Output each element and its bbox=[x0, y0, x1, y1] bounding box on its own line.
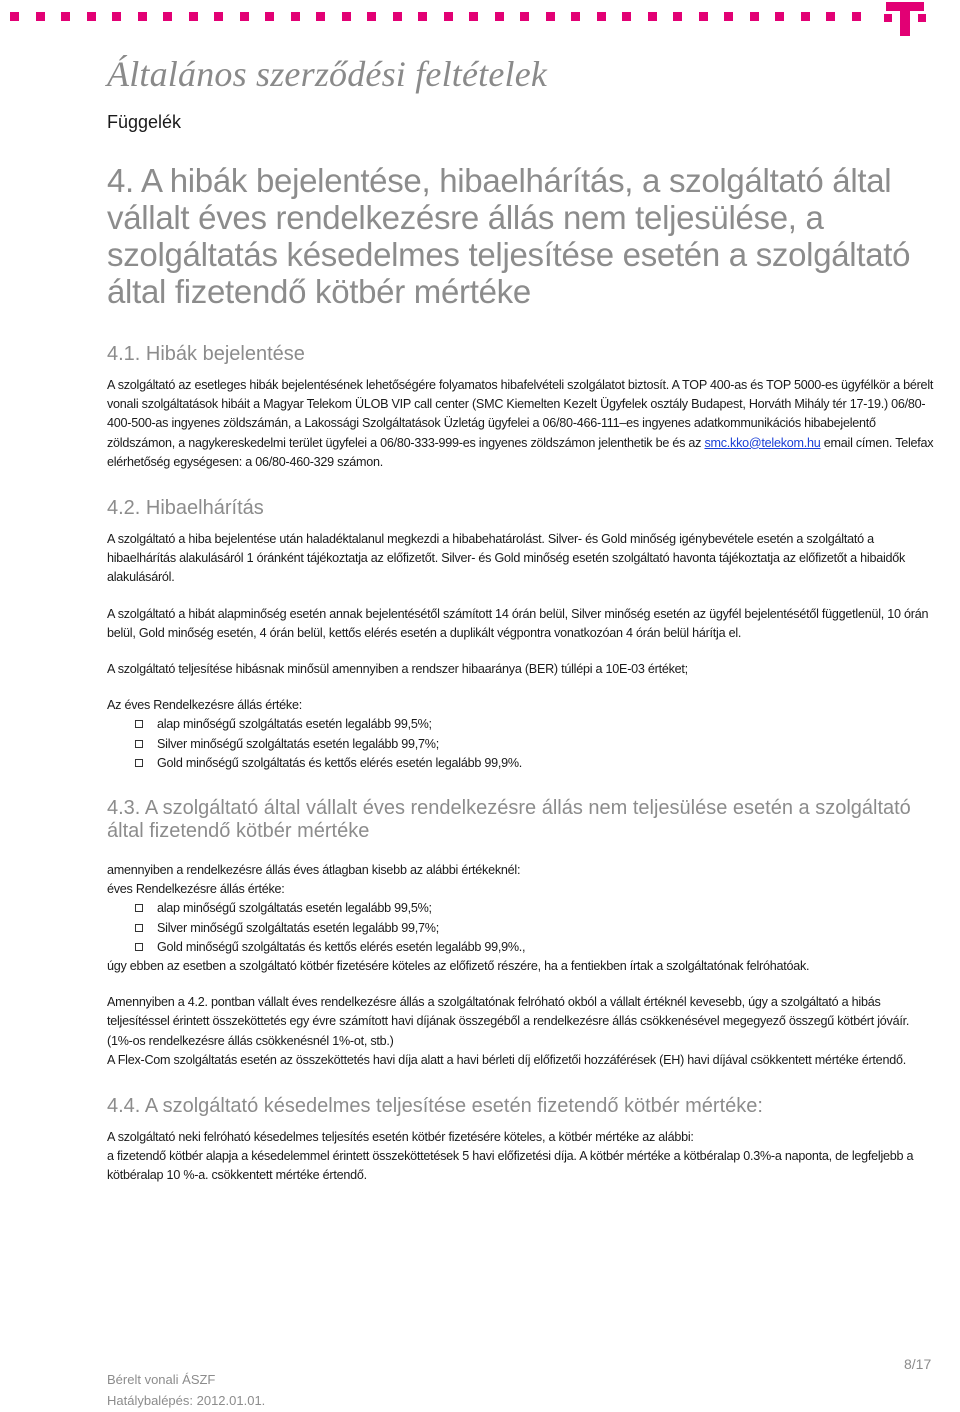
list-item: Gold minőségű szolgáltatás és kettős elérés esetén legalább 99,9%., bbox=[135, 938, 937, 957]
paragraph: A Flex-Com szolgáltatás esetén az összeköttetés havi díja alatt a havi bérleti díj előfizetői hozzáférések (EH) havi díjával csökkentett mértéke értendő. bbox=[107, 1052, 906, 1067]
paragraph: a fizetendő kötbér alapja a késedelemmel érintett összeköttetések 5 havi előfizetési díja. A kötbér mértéke a kötbéralap 0.3%-a naponta, de legfeljebb a kötbéralap 10 %-a. csökkentett mértéke értendő. bbox=[107, 1149, 914, 1183]
brand-dot bbox=[826, 12, 835, 21]
brand-dot bbox=[393, 12, 402, 21]
subsection-heading-4-1: 4.1. Hibák bejelentése bbox=[107, 343, 305, 365]
brand-dot bbox=[673, 12, 682, 21]
paragraph: A szolgáltató az esetleges hibák bejelentésének lehetőségére folyamatos hibafelvételi szolgálatot biztosít. A TOP 400-as és TOP 5000-es ügyfélkör a bérelt vonali szolgáltatások hibáit a Magyar Telekom ÜLOB VIP call center (SMC Kiemelten Kezelt Ügyfelek osztály Budapest, Horváth Mihály tér 17-19.) 06/80-400-500-as ingyenes zöldszámán, a Lakossági Szolgáltatások Üzletág ügyfelei a 06/80-466-111–es ingyenes adatkommunikációs hibabejelentő zöldszámon, a nagykereskedelmi terület ügyfelei a 06/80-333-999-es ingyenes zöldszámon jelenthetik be és az smc.kko@telekom.hu email címen. Telefax elérhetőség egységesen: a 06/80-460-329 számon. bbox=[107, 378, 934, 469]
brand-dot bbox=[597, 12, 606, 21]
subsection-heading-4-2: 4.2. Hibaelhárítás bbox=[107, 497, 264, 520]
page-title: Általános szerződési feltételek bbox=[107, 54, 548, 94]
brand-dot bbox=[444, 12, 453, 21]
availability-list bbox=[107, 715, 937, 773]
section-heading: 4. A hibák bejelentése, hibaelhárítás, a szolgáltató által vállalt éves rendelkezésre állás nem teljesülése, a szolgáltatás késedelmes teljesítése esetén a szolgáltató által fizetendő kötbér mértéke bbox=[107, 162, 911, 310]
brand-dot bbox=[622, 12, 631, 21]
brand-dot bbox=[10, 12, 19, 21]
brand-dot bbox=[265, 12, 274, 21]
list-item: Gold minőségű szolgáltatás és kettős elérés esetén legalább 99,9%. bbox=[135, 754, 937, 773]
list-item: Silver minőségű szolgáltatás esetén legalább 99,7%; bbox=[135, 919, 937, 938]
brand-dot bbox=[724, 12, 733, 21]
checkbox-bullet-icon bbox=[135, 759, 143, 767]
brand-dot bbox=[801, 12, 810, 21]
brand-dot bbox=[163, 12, 172, 21]
telekom-t-logo-icon bbox=[880, 0, 930, 40]
brand-dot bbox=[189, 12, 198, 21]
email-link[interactable]: smc.kko@telekom.hu bbox=[704, 435, 821, 450]
checkbox-bullet-icon bbox=[135, 943, 143, 951]
list-item: Silver minőségű szolgáltatás esetén legalább 99,7%; bbox=[135, 735, 937, 754]
list-item: alap minőségű szolgáltatás esetén legalább 99,5%; bbox=[135, 715, 937, 734]
brand-dot bbox=[699, 12, 708, 21]
document-body bbox=[107, 162, 937, 1186]
page-number: 8/17 bbox=[904, 1356, 932, 1372]
brand-dot bbox=[852, 12, 861, 21]
paragraph: A szolgáltató a hibát alapminőség esetén annak bejelentésétől számított 14 órán belül, Silver minőség esetén az ügyfél bejelentésétől függetlenül, 10 órán belül, Gold minőség esetén, 4 órán belül, kettős elérés esetén a duplikált végpontra vonatkozóan 4 órán belül hárítja el. bbox=[107, 606, 929, 640]
brand-dot bbox=[316, 12, 325, 21]
brand-dot bbox=[775, 12, 784, 21]
brand-dot bbox=[571, 12, 580, 21]
brand-dot bbox=[342, 12, 351, 21]
brand-dot bbox=[469, 12, 478, 21]
paragraph: A szolgáltató neki felróható késedelmes teljesítés esetén kötbér fizetésére köteles, a kötbér mértéke az alábbi: bbox=[107, 1130, 694, 1145]
brand-dot bbox=[138, 12, 147, 21]
brand-dot bbox=[112, 12, 121, 21]
paragraph: A szolgáltató teljesítése hibásnak minősül amennyiben a rendszer hibaaránya (BER) túllépi a 10E-03 értéket; bbox=[107, 662, 688, 677]
brand-dot bbox=[648, 12, 657, 21]
brand-dot bbox=[520, 12, 529, 21]
brand-dot bbox=[61, 12, 70, 21]
page-subtitle: Függelék bbox=[107, 112, 182, 132]
list-intro: Az éves Rendelkezésre állás értéke: bbox=[107, 698, 302, 713]
paragraph: A szolgáltató a hiba bejelentése után haladéktalanul megkezdi a hibabehatárolást. Silver- és Gold minőség igénybevétele esetén a szolgáltató a hibaelhárítás alakulásáról 1 óránként tájékoztatja az előfizetőt. Silver- és Gold minőség esetén szolgáltató havonta tájékoztatja az előfizetőt a hibaidők alakulásáról. bbox=[107, 532, 906, 585]
brand-dot bbox=[418, 12, 427, 21]
availability-list bbox=[107, 899, 937, 957]
brand-dot bbox=[36, 12, 45, 21]
brand-dot bbox=[291, 12, 300, 21]
list-item: alap minőségű szolgáltatás esetén legalább 99,5%; bbox=[135, 899, 937, 918]
footer-effective-date: Hatálybalépés: 2012.01.01. bbox=[107, 1393, 266, 1408]
brand-dot bbox=[367, 12, 376, 21]
paragraph: úgy ebben az esetben a szolgáltató kötbér fizetésére köteles az előfizető részére, ha a fentiekben írtak a szolgáltatónak felróhatóak. bbox=[107, 959, 810, 974]
brand-dot bbox=[87, 12, 96, 21]
subsection-heading-4-4: 4.4. A szolgáltató késedelmes teljesítése esetén fizetendő kötbér mértéke: bbox=[107, 1095, 763, 1118]
subsection-heading-4-3: 4.3. A szolgáltató által vállalt éves rendelkezésre állás nem teljesülése esetén a szolgáltató által fizetendő kötbér mértéke bbox=[107, 797, 911, 843]
brand-dot bbox=[240, 12, 249, 21]
checkbox-bullet-icon bbox=[135, 924, 143, 932]
paragraph: Amennyiben a 4.2. pontban vállalt éves rendelkezésre állás a szolgáltatónak felróható okból a vállalt értéknél kevesebb, úgy a szolgáltató a hibás teljesítéssel érintett összeköttetés egy évre számított havi díjának összegéből a rendelkezésre állás csökkenésével megegyező összegű kötbért jóváír. (1%-os rendelkezésre állás csökkenésnél 1%-ot, stb.) bbox=[107, 995, 910, 1048]
checkbox-bullet-icon bbox=[135, 720, 143, 728]
paragraph: éves Rendelkezésre állás értéke: bbox=[107, 882, 285, 897]
paragraph: amennyiben a rendelkezésre állás éves átlagban kisebb az alábbi értékeknél: bbox=[107, 863, 521, 878]
brand-dot bbox=[546, 12, 555, 21]
brand-dot bbox=[495, 12, 504, 21]
brand-dot bbox=[750, 12, 759, 21]
footer-document-name: Bérelt vonali ÁSZF bbox=[107, 1372, 216, 1387]
brand-dot-strip bbox=[0, 12, 880, 22]
brand-dot bbox=[214, 12, 223, 21]
checkbox-bullet-icon bbox=[135, 740, 143, 748]
checkbox-bullet-icon bbox=[135, 904, 143, 912]
